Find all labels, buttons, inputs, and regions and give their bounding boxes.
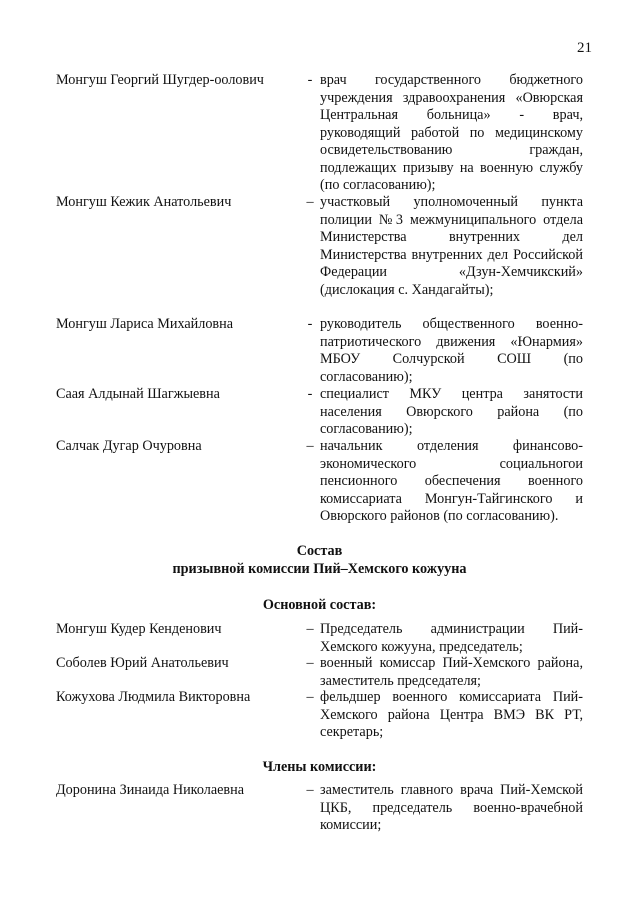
list-item (56, 689, 583, 742)
person-name: Монгуш Кудер Кенденович (56, 621, 222, 637)
person-name: Монгуш Лариса Михайловна (56, 316, 234, 332)
page-number: 21 (577, 40, 592, 56)
section-title: Состав (296, 543, 343, 559)
dash: – (306, 194, 314, 210)
list-item (56, 655, 583, 690)
person-name: Доронина Зинаида Николаевна (56, 782, 245, 798)
person-role: участковый уполномоченный пункта полиции №3 межмуниципального отдела Министерства внутренних дел Министерства внутренних дел Российской Федерации «Дзун-Хемчикский» (дислокация с. Хандагайты); (320, 194, 583, 298)
main-composition-heading: Основной состав: (262, 597, 377, 613)
dash: – (306, 438, 314, 454)
list-item (56, 194, 583, 299)
dash: – (306, 655, 314, 671)
list-item (56, 386, 583, 439)
dash: – (306, 782, 314, 798)
person-role: фельдшер военного комиссариата Пий-Хемского района Центра ВМЭ ВК РТ, секретарь; (320, 689, 583, 740)
list-item (56, 72, 583, 195)
dash: - (307, 386, 313, 402)
person-name: Монгуш Георгий Шугдер-оолович (56, 72, 264, 88)
dash: - (307, 72, 313, 88)
person-role: врач государственного бюджетного учреждения здравоохранения «Овюрская Центральная больница» - врач, руководящий работой по медицинскому освидетельствованию граждан, подлежащих призыву на военную службу (по согласованию); (320, 72, 583, 193)
dash: – (306, 621, 314, 637)
members-heading: Члены комиссии: (262, 759, 377, 775)
list-item (56, 438, 583, 526)
person-role: специалист МКУ центра занятости населения Овюрского района (по согласованию); (320, 386, 583, 437)
person-name: Соболев Юрий Анатольевич (56, 655, 229, 671)
list-item (56, 621, 583, 656)
person-name: Саая Алдынай Шагжыевна (56, 386, 220, 402)
list-item (56, 782, 583, 835)
person-name: Кожухова Людмила Викторовна (56, 689, 251, 705)
person-role: руководитель общественного военно-патриотического движения «Юнармия» МБОУ Солчурской СОШ (по согласованию); (320, 316, 583, 385)
list-item (56, 316, 583, 386)
dash: - (307, 316, 313, 332)
person-role: Председатель администрации Пий-Хемского кожууна, председатель; (320, 621, 583, 655)
person-role: начальник отделения финансово-экономического социальногои пенсионного обеспечения военного комиссариата Монгун-Тайгинского и Овюрского районов (по согласованию). (320, 438, 583, 524)
person-name: Монгуш Кежик Анатольевич (56, 194, 232, 210)
person-role: заместитель главного врача Пий-Хемской ЦКБ, председатель военно-врачебной комиссии; (320, 782, 583, 833)
section-subtitle: призывной комиссии Пий–Хемского кожууна (172, 561, 467, 577)
dash: – (306, 689, 314, 705)
person-role: военный комиссар Пий-Хемского района, заместитель председателя; (320, 655, 583, 689)
person-name: Салчак Дугар Очуровна (56, 438, 202, 454)
